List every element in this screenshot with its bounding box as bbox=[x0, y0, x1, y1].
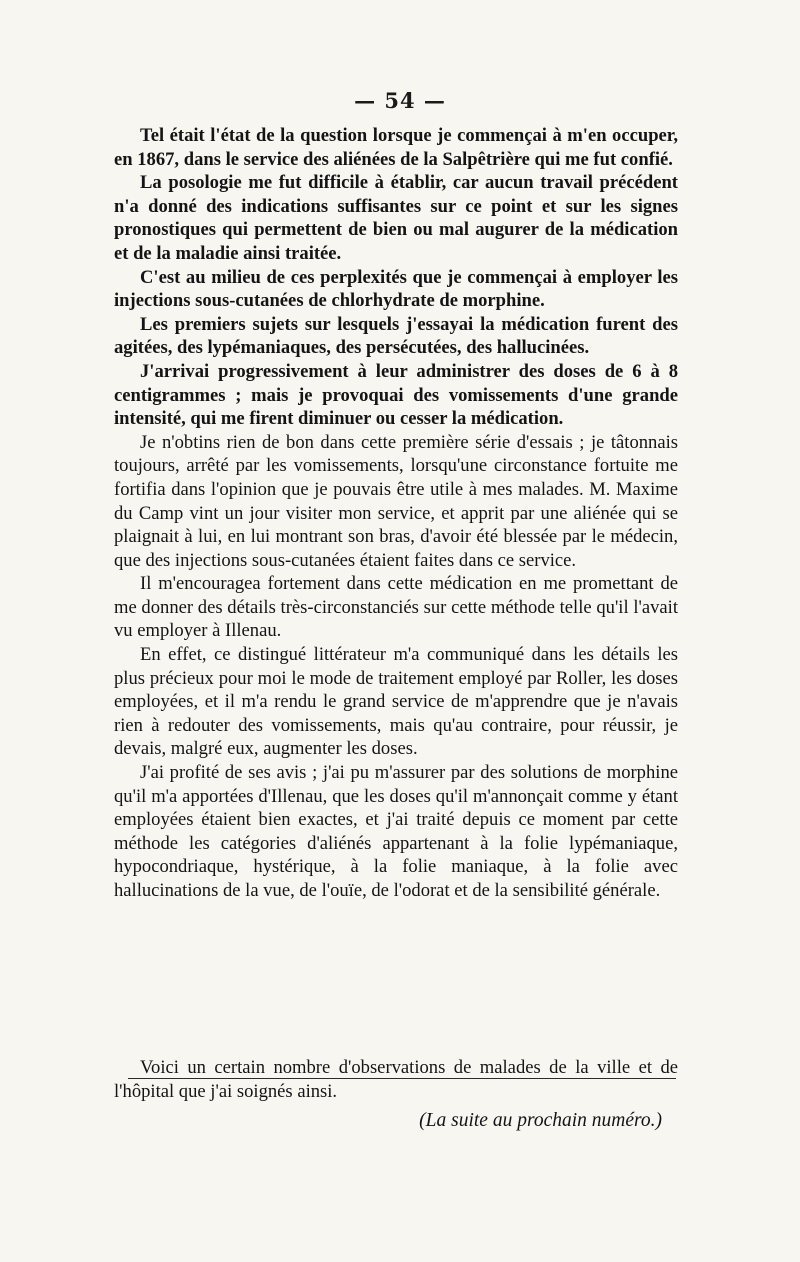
paragraph-2: La posologie me fut difficile à établir, car aucun travail précédent n'a donné des indications suffisantes sur ce point et sur les signes pronostiques qui permettent de bien ou mal augurer de la médication et de la maladie ainsi traitée. bbox=[114, 172, 678, 264]
paragraph-1: Tel était l'état de la question lorsque je commençai à m'en occuper, en 1867, dans le service des aliénées de la Salpêtrière qui me fut confié. bbox=[114, 125, 678, 170]
paragraph-3: C'est au milieu de ces perplexités que je commençai à employer les injections sous-cutanées de chlorhydrate de morphine. bbox=[114, 266, 678, 312]
paragraph-5: J'arrivai progressivement à leur administrer des doses de 6 à 8 centigrammes ; mais je provoquai des vomissements d'une grande intensité, qui me firent diminuer ou cesser la médication. bbox=[114, 360, 678, 430]
paragraph-8: En effet, ce distingué littérateur m'a communiqué dans les détails les plus précieux pour moi le mode de traitement employé par Roller, les doses employées, et il m'a rendu le grand service de m'apprendre que je n'avais rien à redouter des vomissements, mais qu'au contraire, pour réussir, je devais, malgré eux, augmenter les doses. bbox=[114, 644, 678, 760]
paragraph-7: Il m'encouragea fortement dans cette médication en me promettant de me donner des détails très-circonstanciés sur cette méthode telle qu'il l'avait vu employer à Illenau. bbox=[114, 573, 678, 642]
closing-text: Voici un certain nombre d'observations de malades de la ville et de l'hôpital que j'ai soignés ainsi. bbox=[114, 1057, 678, 1102]
paragraph-4: Les premiers sujets sur lesquels j'essayai la médication furent des agitées, des lypémaniaques, des persécutées, des hallucinées. bbox=[114, 313, 678, 359]
body-text bbox=[114, 124, 678, 903]
section-divider bbox=[128, 1078, 676, 1079]
continued-note: (La suite au prochain numéro.) bbox=[419, 1110, 662, 1131]
paragraph-9: J'ai profité de ses avis ; j'ai pu m'assurer par des solutions de morphine qu'il m'a apportées d'Illenau, que les doses qu'il m'annonçait comme y étant employées étaient bien exactes, et j'ai traité depuis ce moment par cette méthode les catégories d'aliénés appartenant à la folie lypémaniaque, hypocondriaque, hystérique, à la folie maniaque, à la folie avec hallucinations de la vue, de l'ouïe, de l'odorat et de la sensibilité générale. bbox=[114, 762, 678, 901]
closing-paragraph bbox=[114, 1056, 678, 1103]
page-number: — 54 — bbox=[354, 88, 446, 113]
paragraph-6: Je n'obtins rien de bon dans cette première série d'essais ; je tâtonnais toujours, arrêté par les vomissements, lorsqu'une circonstance fortuite me fortifia dans l'opinion que je pouvais être utile à mes malades. M. Maxime du Camp vint un jour visiter mon service, et apprit par une aliénée qui se plaignait à lui, en lui montrant son bras, d'avoir été blessée par le médecin, que des injections sous-cutanées étaient faites dans ce service. bbox=[114, 431, 678, 571]
